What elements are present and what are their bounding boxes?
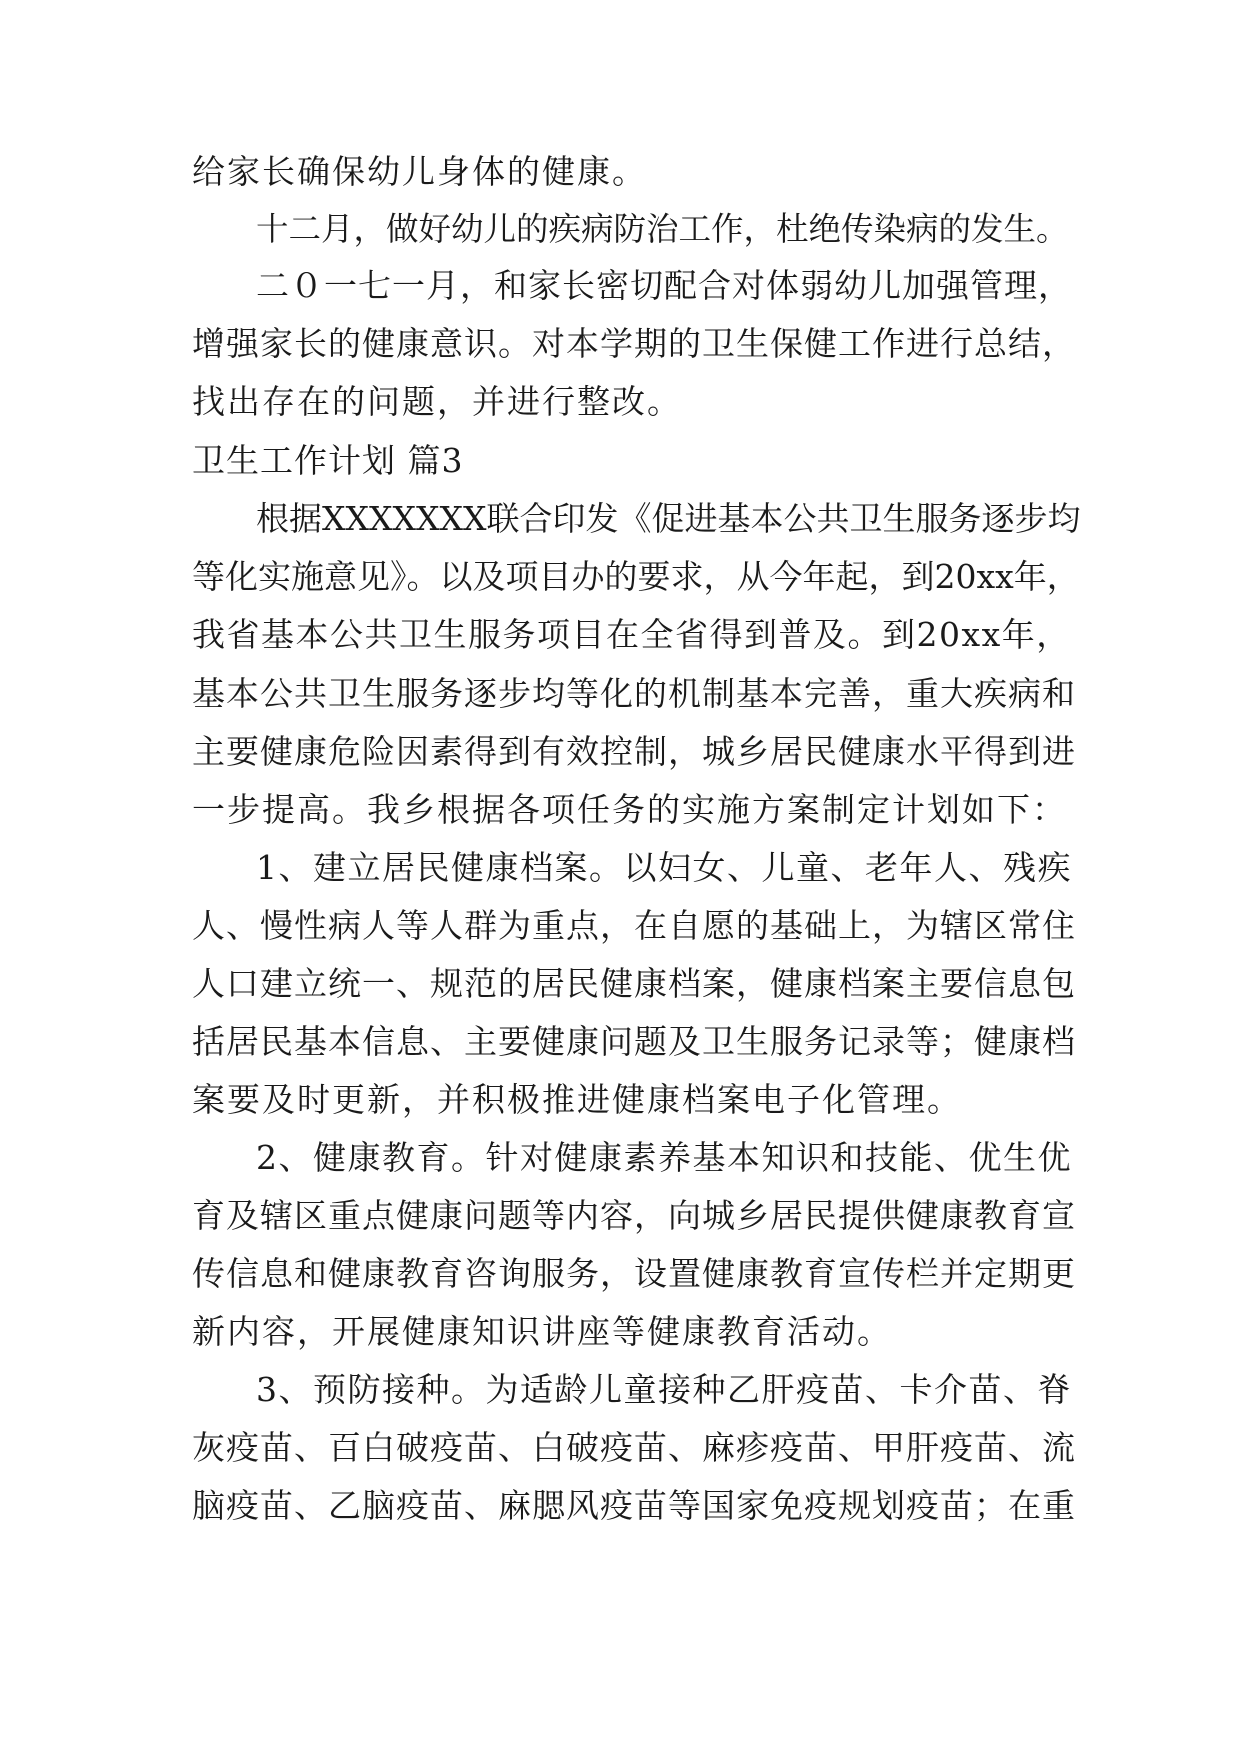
section-heading: 卫生工作计划 篇3 [192, 441, 464, 480]
text-line: 脑疫苗、乙脑疫苗、麻腮风疫苗等国家免疫规划疫苗；在重 [192, 1486, 1076, 1525]
text-line: 1、建立居民健康档案。以妇女、儿童、老年人、残疾 [256, 848, 1072, 887]
text-line: 传信息和健康教育咨询服务，设置健康教育宣传栏并定期更 [192, 1254, 1076, 1293]
text-line: 新内容，开展健康知识讲座等健康教育活动。 [192, 1312, 892, 1351]
text-line: 十二月，做好幼儿的疾病防治工作，杜绝传染病的发生。 [256, 210, 1069, 248]
text-line: 我省基本公共卫生服务项目在全省得到普及。到20xx年， [192, 615, 1071, 654]
text-line: 3、预防接种。为适龄儿童接种乙肝疫苗、卡介苗、脊 [256, 1370, 1072, 1409]
text-line: 等化实施意见》。以及项目办的要求，从今年起，到20xx年， [192, 557, 1080, 596]
text-line: 2、健康教育。针对健康素养基本知识和技能、优生优 [256, 1138, 1072, 1177]
text-line: 找出存在的问题，并进行整改。 [192, 382, 682, 421]
text-line: 增强家长的健康意识。对本学期的卫生保健工作进行总结， [192, 324, 1076, 363]
text-line: 人、慢性病人等人群为重点，在自愿的基础上，为辖区常住 [192, 906, 1076, 945]
text-line: 一步提高。我乡根据各项任务的实施方案制定计划如下： [192, 790, 1067, 829]
text-line: 二０一七一月，和家长密切配合对体弱幼儿加强管理， [256, 266, 1072, 305]
text-line: 给家长确保幼儿身体的健康。 [192, 152, 647, 191]
text-line: 主要健康危险因素得到有效控制，城乡居民健康水平得到进 [192, 732, 1076, 771]
text-line: 案要及时更新，并积极推进健康档案电子化管理。 [192, 1080, 962, 1119]
text-line: 根据XXXXXXX联合印发《促进基本公共卫生服务逐步均 [256, 499, 1081, 538]
text-line: 人口建立统一、规范的居民健康档案，健康档案主要信息包 [192, 964, 1076, 1003]
text-line: 基本公共卫生服务逐步均等化的机制基本完善，重大疾病和 [192, 674, 1076, 713]
text-line: 灰疫苗、百白破疫苗、白破疫苗、麻疹疫苗、甲肝疫苗、流 [192, 1428, 1076, 1467]
text-line: 育及辖区重点健康问题等内容，向城乡居民提供健康教育宣 [192, 1196, 1076, 1235]
text-line: 括居民基本信息、主要健康问题及卫生服务记录等；健康档 [192, 1022, 1076, 1061]
